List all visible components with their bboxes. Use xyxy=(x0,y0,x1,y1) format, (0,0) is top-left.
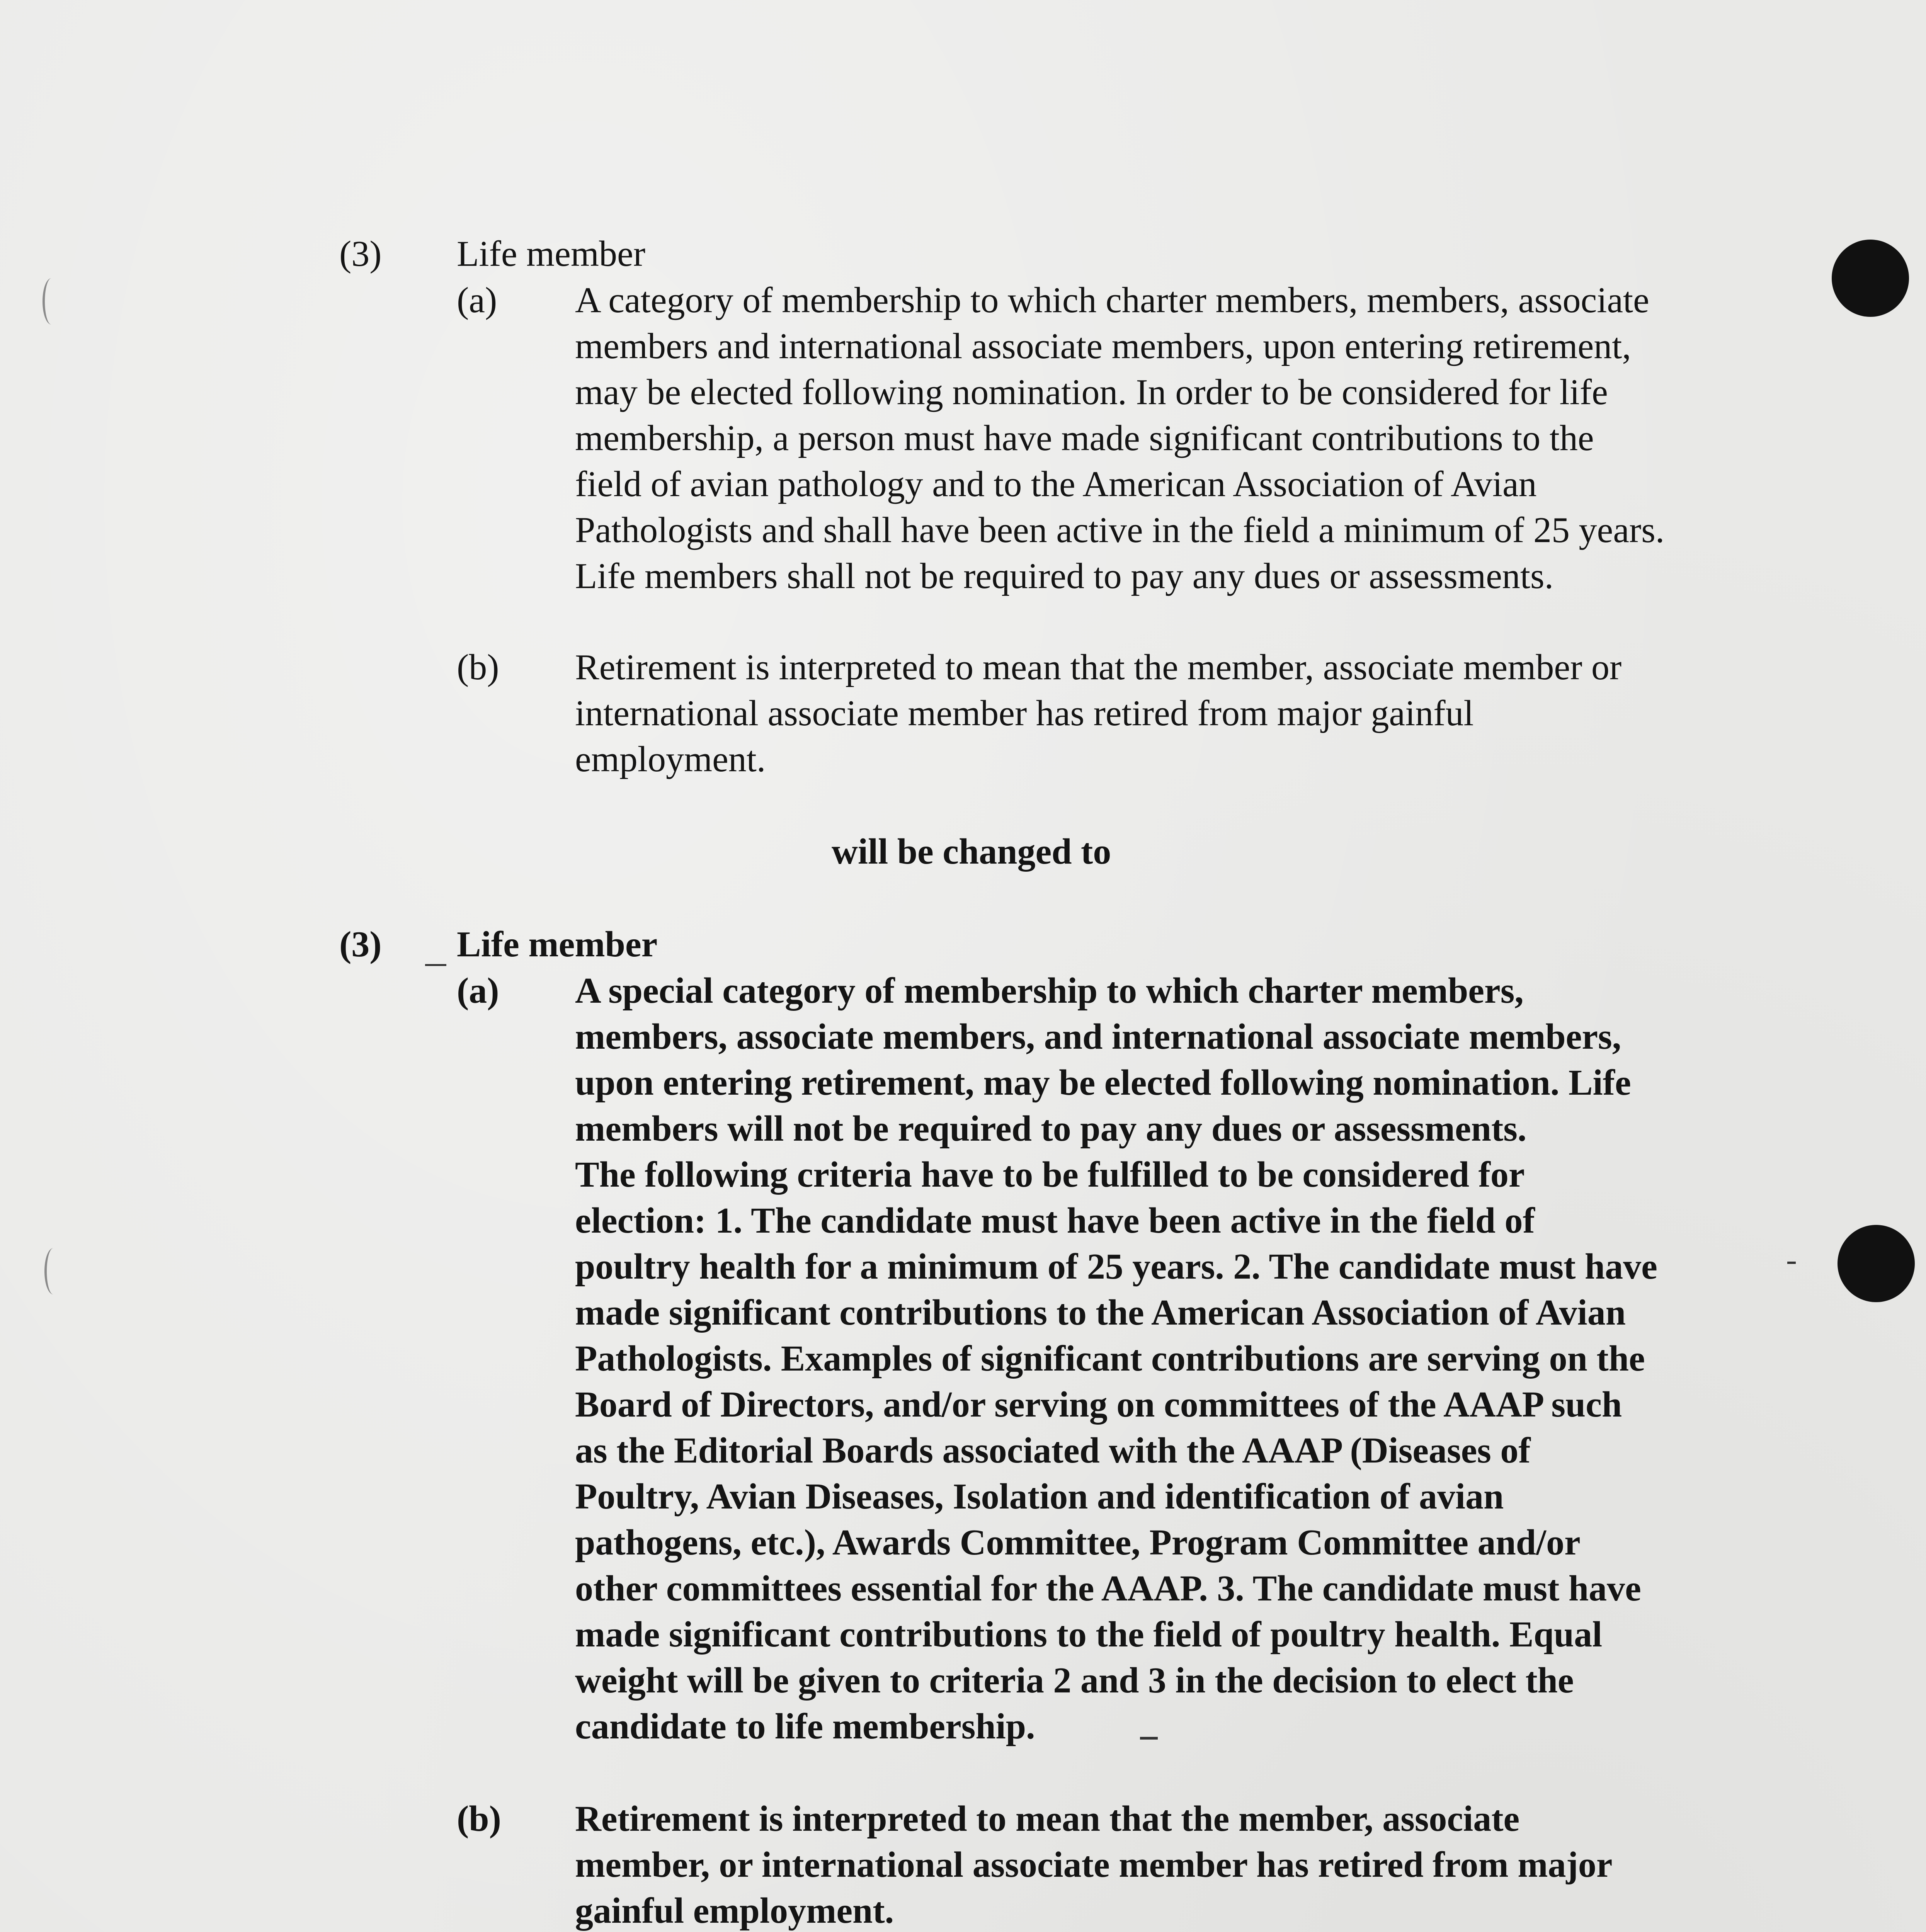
text-line: pathogens, etc.), Awards Committee, Program Committee and/or xyxy=(575,1522,1581,1563)
text-line: members and international associate members, upon entering retirement, xyxy=(575,326,1631,366)
scan-edge-mark xyxy=(43,278,60,325)
text-line: Retirement is interpreted to mean that the member, associate member or xyxy=(575,647,1622,687)
stray-mark xyxy=(1140,1737,1158,1740)
text-line: The following criteria have to be fulfilled to be considered for xyxy=(575,1155,1525,1195)
text-line: employment. xyxy=(575,739,766,779)
text-line: poultry health for a minimum of 25 years. 2. The candidate must have xyxy=(575,1247,1657,1287)
text-line: candidate to life membership. xyxy=(575,1706,1035,1747)
revised-section-number: (3) xyxy=(339,924,382,964)
text-line: gainful employment. xyxy=(575,1891,894,1931)
scan-edge-mark xyxy=(44,1248,62,1294)
text-line: upon entering retirement, may be elected following nomination. Life xyxy=(575,1063,1631,1103)
text-line: other committees essential for the AAAP. 3. The candidate must have xyxy=(575,1568,1641,1609)
text-line: Life members shall not be required to pay any dues or assessments. xyxy=(575,556,1554,596)
text-line: Poultry, Avian Diseases, Isolation and identification of avian xyxy=(575,1476,1504,1517)
text-line: A special category of membership to which charter members, xyxy=(575,971,1524,1011)
text-line: weight will be given to criteria 2 and 3 in the decision to elect the xyxy=(575,1660,1574,1701)
text-line: member, or international associate member has retired from major xyxy=(575,1845,1613,1885)
text-line: as the Editorial Boards associated with the AAAP (Diseases of xyxy=(575,1430,1531,1471)
stray-mark xyxy=(1787,1262,1796,1264)
text-line: made significant contributions to the American Association of Avian xyxy=(575,1293,1626,1333)
transition-heading: will be changed to xyxy=(832,832,1111,872)
text-line: members, associate members, and international associate members, xyxy=(575,1017,1621,1057)
text-line: membership, a person must have made significant contributions to the xyxy=(575,418,1594,458)
revised-item-b-label: (b) xyxy=(457,1799,501,1839)
punch-hole-top xyxy=(1832,240,1909,317)
text-line: may be elected following nomination. In order to be considered for life xyxy=(575,372,1608,412)
text-line: A category of membership to which charter members, members, associate xyxy=(575,280,1649,320)
punch-hole-middle xyxy=(1838,1225,1915,1302)
text-line: made significant contributions to the field of poultry health. Equal xyxy=(575,1614,1603,1655)
stray-mark xyxy=(425,964,446,966)
revised-item-a-label: (a) xyxy=(457,971,499,1011)
original-item-b-label: (b) xyxy=(457,647,499,687)
text-line: election: 1. The candidate must have been active in the field of xyxy=(575,1201,1535,1241)
original-section-number: (3) xyxy=(339,234,382,274)
text-line: Pathologists. Examples of significant contributions are serving on the xyxy=(575,1338,1645,1379)
text-line: field of avian pathology and to the American Association of Avian xyxy=(575,464,1537,504)
text-line: Pathologists and shall have been active in the field a minimum of 25 years. xyxy=(575,510,1665,550)
text-line: Retirement is interpreted to mean that the member, associate xyxy=(575,1799,1520,1839)
text-line: Board of Directors, and/or serving on committees of the AAAP such xyxy=(575,1384,1622,1425)
original-section-title: Life member xyxy=(457,234,646,274)
original-item-a-label: (a) xyxy=(457,280,497,320)
text-line: international associate member has retired from major gainful xyxy=(575,693,1474,733)
text-line: members will not be required to pay any dues or assessments. xyxy=(575,1109,1527,1149)
revised-section-title: Life member xyxy=(457,924,658,964)
